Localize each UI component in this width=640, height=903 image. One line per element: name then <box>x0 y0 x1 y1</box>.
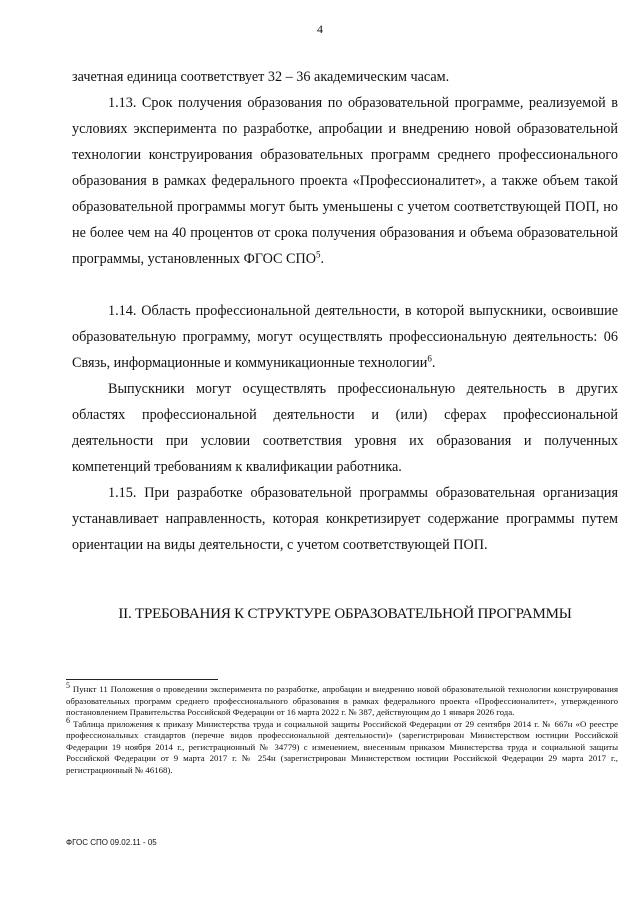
page-number: 4 <box>317 22 323 36</box>
paragraph-1-13 <box>72 90 618 272</box>
paragraph-1-14-text: 1.14. Область профессиональной деятельности, в которой выпускники, освоившие образовательную программу, могут осуществлять профессиональную деятельность: 06 Связь, информационные и коммуникационные технологии <box>72 303 618 371</box>
paragraph-1-14-end: . <box>431 355 436 371</box>
footnote-number: 6 <box>66 715 70 725</box>
section-heading: II. ТРЕБОВАНИЯ К СТРУКТУРЕ ОБРАЗОВАТЕЛЬНОЙ ПРОГРАММЫ <box>118 606 572 622</box>
footnote-ref-5: 5 <box>316 249 321 260</box>
footnote-5 <box>66 681 618 719</box>
footnotes <box>66 681 618 776</box>
paragraph-1-13-text: 1.13. Срок получения образования по образовательной программе, реализуемой в условиях эксперимента по разработке, апробации и внедрению новой образовательной технологии конструирования образовательных программ среднего профессионального образования в рамках федерального проекта «Профессионалитет», а также объем такой образовательной программы могут быть уменьшены с учетом соответствующей ПОП, но не более чем на 40 процентов от срока получения образования и объема образовательной программы, установленных ФГОС СПО <box>72 95 618 267</box>
document-code: ФГОС СПО 09.02.11 - 05 <box>66 838 157 847</box>
paragraph-graduates <box>72 376 618 480</box>
footnote-6 <box>66 715 618 777</box>
paragraph-1-15 <box>72 480 618 558</box>
continuation-paragraph <box>72 64 618 90</box>
paragraph-1-13-end: . <box>320 251 325 267</box>
footnote-text: Пункт 11 Положения о проведении эксперимента по разработке, апробации и внедрению новой образовательной технологии конструирования образовательных программ среднего профессионального образования в рамках федерального проекта «Профессионалитет», утвержденного постановлением Правительства Российской Федерации от 16 марта 2022 г. № 387, действующим до 1 января 2026 года. <box>66 684 618 717</box>
footnote-ref-6: 6 <box>427 353 432 364</box>
paragraph-1-14 <box>72 298 618 376</box>
footnote-separator <box>66 679 218 680</box>
paragraph-1-15-text: 1.15. При разработке образовательной программы образовательная организация устанавливает направленность, которая конкретизирует содержание программы путем ориентации на виды деятельности, с учетом соответствующей ПОП. <box>72 485 618 553</box>
paragraph-graduates-text: Выпускники могут осуществлять профессиональную деятельность в других областях профессиональной деятельности и (или) сферах профессиональной деятельности при условии соответствия уровня их образования и полученных компетенций требованиям к квалификации работника. <box>72 381 618 475</box>
footnote-number: 5 <box>66 681 70 691</box>
footnote-text: Таблица приложения к приказу Министерства труда и социальной защиты Российской Федерации от 29 сентября 2014 г. № 667н «О реестре профессиональных стандартов (перечне видов профессиональной деятельности)» (зарегистрирован Министерством юстиции Российской Федерации 19 ноября 2014 г., регистрационный № 34779) с изменением, внесенным приказом Министерства труда и социальной защиты Российской Федерации от 9 марта 2017 г. № 254н (зарегистрирован Министерством юстиции Российской Федерации 29 марта 2017 г., регистрационный № 46168). <box>66 718 618 775</box>
paragraph-text: зачетная единица соответствует 32 – 36 академическим часам. <box>72 69 450 85</box>
